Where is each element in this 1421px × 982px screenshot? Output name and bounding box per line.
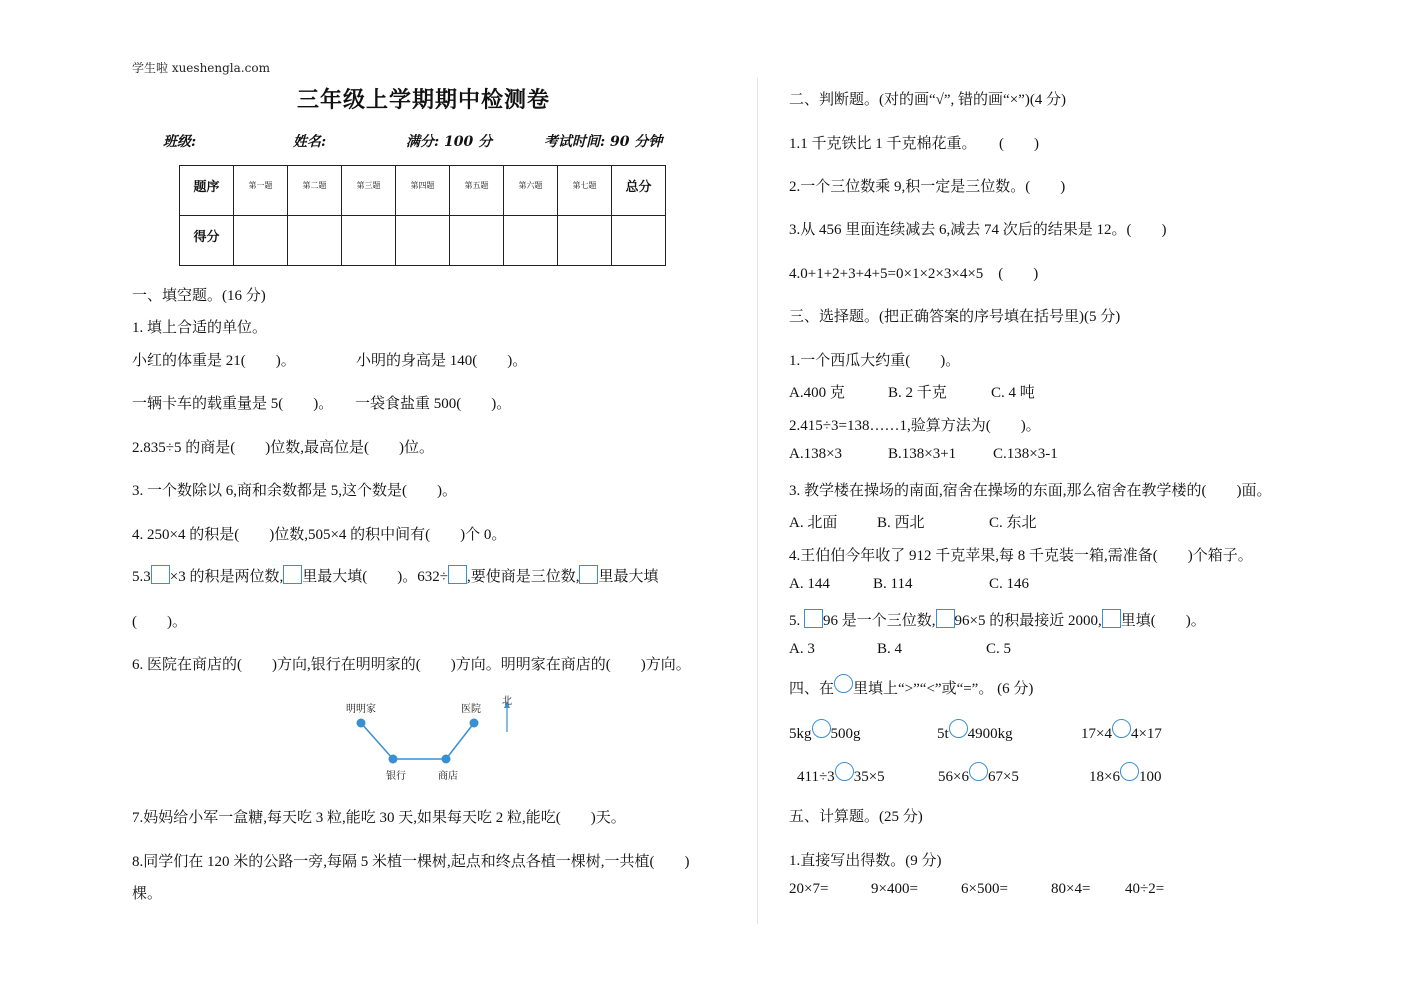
compare-left: 411÷3 (797, 769, 835, 785)
compare-circle-icon[interactable] (969, 762, 988, 781)
question-col-1: 第一题 (248, 181, 273, 190)
choice-4-option-c: C. 146 (989, 576, 1030, 592)
question-1c: 一辆卡车的载重量是 5( )。 (132, 396, 334, 412)
calc-item-5: 40÷2= (1125, 881, 1165, 897)
calc-item-1: 20×7= (789, 881, 829, 897)
calc-item-4: 80×4= (1051, 881, 1091, 897)
compare-right: 100 (1138, 769, 1162, 785)
answer-box-icon (448, 565, 467, 584)
choice-5-part4: 里填( )。 (1120, 613, 1206, 629)
judge-4: 4.0+1+2+3+4+5=0×1×2×3×4×5 ( ) (789, 266, 1039, 282)
map-route-home-bank (361, 723, 393, 759)
choice-1-option-a: A.400 克 (789, 385, 845, 401)
map-point-bank (389, 755, 398, 764)
full-score: 满分: 100 分 (406, 134, 493, 150)
answer-box-icon (936, 609, 955, 628)
section-compare-title (789, 674, 1033, 698)
map-label-north: 北 (502, 696, 512, 707)
choice-1: 1.一个西瓜大约重( )。 (789, 353, 961, 369)
score-table (179, 165, 666, 266)
judge-3: 3.从 456 里面连续减去 6,减去 74 次后的结果是 12。( ) (789, 222, 1167, 238)
compare-right: 67×5 (987, 769, 1019, 785)
compare-left: 5t (937, 726, 949, 742)
question-col-4: 第四题 (410, 181, 435, 190)
total-label: 总分 (625, 180, 652, 195)
compare-item-5 (938, 762, 1019, 786)
choice-3-option-b: B. 西北 (877, 515, 925, 531)
score-cell[interactable] (504, 216, 558, 266)
score-cell[interactable] (450, 216, 504, 266)
compare-item-4 (797, 762, 885, 786)
compare-left: 5kg (789, 726, 812, 742)
section-compare-part1: 四、在 (789, 681, 835, 697)
choice-1-option-b: B. 2 千克 (888, 385, 947, 401)
score-cell[interactable] (342, 216, 396, 266)
choice-2-option-c: C.138×3-1 (993, 446, 1058, 462)
question-4: 4. 250×4 的积是( )位数,505×4 的积中间有( )个 0。 (132, 527, 507, 543)
score-cell[interactable] (612, 216, 666, 266)
choice-3-option-a: A. 北面 (789, 515, 838, 531)
calc-item-2: 9×400= (871, 881, 918, 897)
brand-watermark: 学生啦 xueshengla.com (132, 61, 270, 75)
map-route-shop-hospital (446, 723, 474, 759)
question-5-part3: 里最大填( )。632÷ (302, 569, 448, 585)
question-8-continued: 棵。 (132, 886, 163, 902)
choice-5-option-b: B. 4 (877, 641, 903, 657)
choice-2-option-b: B.138×3+1 (888, 446, 957, 462)
choice-5 (789, 609, 1206, 630)
map-label-home: 明明家 (346, 704, 376, 715)
compare-circle-icon[interactable] (835, 762, 854, 781)
choice-3-option-c: C. 东北 (989, 515, 1037, 531)
question-order-label: 题序 (193, 180, 220, 195)
compare-left: 17×4 (1081, 726, 1112, 742)
judge-2: 2.一个三位数乘 9,积一定是三位数。( ) (789, 179, 1066, 195)
question-1: 1. 填上合适的单位。 (132, 320, 268, 336)
section-fill-blank-title: 一、填空题。(16 分) (132, 288, 266, 304)
page-title: 三年级上学期期中检测卷 (297, 87, 551, 113)
score-label: 得分 (193, 230, 220, 245)
compare-item-1 (789, 719, 861, 743)
score-cell[interactable] (234, 216, 288, 266)
score-cell[interactable] (288, 216, 342, 266)
name-label: 姓名: (293, 134, 327, 150)
compare-left: 18×6 (1089, 769, 1120, 785)
direction-map (340, 690, 530, 785)
choice-2: 2.415÷3=138……1,验算方法为( )。 (789, 418, 1041, 434)
map-point-hospital (470, 719, 479, 728)
choice-5-option-a: A. 3 (789, 641, 815, 657)
compare-circle-icon[interactable] (812, 719, 831, 738)
compare-right: 4900kg (967, 726, 1013, 742)
choice-4-option-b: B. 114 (873, 576, 913, 592)
question-1a: 小红的体重是 21( )。 (132, 353, 296, 369)
question-col-3: 第三题 (356, 181, 381, 190)
question-7: 7.妈妈给小军一盒糖,每天吃 3 粒,能吃 30 天,如果每天吃 2 粒,能吃( )天。 (132, 810, 626, 826)
choice-5-option-c: C. 5 (986, 641, 1012, 657)
choice-5-part3: 96×5 的积最接近 2000, (954, 613, 1102, 629)
judge-1: 1.1 千克铁比 1 千克棉花重。 ( ) (789, 136, 1039, 152)
map-point-shop (442, 755, 451, 764)
compare-right: 500g (830, 726, 861, 742)
question-5-part2: ×3 的积是两位数, (169, 569, 284, 585)
answer-box-icon (283, 565, 302, 584)
compare-right: 35×5 (853, 769, 885, 785)
answer-box-icon (151, 565, 170, 584)
answer-box-icon (804, 609, 823, 628)
question-5-part5: 里最大填 (598, 569, 659, 585)
compare-circle-icon[interactable] (1112, 719, 1131, 738)
question-5-continued: ( )。 (132, 614, 187, 630)
question-5-part4: ,要使商是三位数, (466, 569, 580, 585)
question-3: 3. 一个数除以 6,商和余数都是 5,这个数是( )。 (132, 483, 457, 499)
question-8: 8.同学们在 120 米的公路一旁,每隔 5 米植一棵树,起点和终点各植一棵树,一共植( ) (132, 854, 690, 870)
choice-4-option-a: A. 144 (789, 576, 830, 592)
compare-left: 56×6 (938, 769, 969, 785)
section-judge-title: 二、判断题。(对的画“√”, 错的画“×”)(4 分) (789, 92, 1067, 108)
question-5 (132, 565, 658, 586)
map-label-shop: 商店 (438, 771, 458, 782)
question-6: 6. 医院在商店的( )方向,银行在明明家的( )方向。明明家在商店的( )方向。 (132, 657, 691, 673)
score-table-score-row (180, 216, 666, 266)
answer-box-icon (1102, 609, 1121, 628)
choice-5-part2: 96 是一个三位数, (823, 613, 936, 629)
choice-3: 3. 教学楼在操场的南面,宿舍在操场的东面,那么宿舍在教学楼的( )面。 (789, 483, 1272, 499)
column-divider (757, 78, 758, 924)
question-2: 2.835÷5 的商是( )位数,最高位是( )位。 (132, 440, 434, 456)
class-label: 班级: (163, 134, 197, 150)
compare-circle-icon (834, 674, 853, 693)
compare-right: 4×17 (1130, 726, 1162, 742)
compare-item-2 (937, 719, 1013, 743)
question-col-6: 第六题 (518, 181, 543, 190)
section-compare-part2: 里填上“>”“<”或“=”。 (6 分) (853, 681, 1034, 697)
question-col-5: 第五题 (464, 181, 489, 190)
score-cell[interactable] (396, 216, 450, 266)
calc-subtitle: 1.直接写出得数。(9 分) (789, 853, 942, 869)
map-label-hospital: 医院 (461, 704, 481, 715)
compare-item-3 (1081, 719, 1162, 743)
compare-item-6 (1089, 762, 1161, 786)
map-point-home (357, 719, 366, 728)
score-table-header-row (180, 166, 666, 216)
question-5-part1: 5.3 (132, 569, 151, 585)
question-1b: 小明的身高是 140( )。 (356, 353, 528, 369)
choice-1-option-c: C. 4 吨 (991, 385, 1035, 401)
question-col-2: 第二题 (302, 181, 327, 190)
calc-item-3: 6×500= (961, 881, 1008, 897)
choice-4: 4.王伯伯今年收了 912 千克苹果,每 8 千克装一箱,需准备( )个箱子。 (789, 548, 1253, 564)
question-1d: 一袋食盐重 500( )。 (355, 396, 512, 412)
score-cell[interactable] (558, 216, 612, 266)
section-calc-title: 五、计算题。(25 分) (789, 809, 923, 825)
compare-circle-icon[interactable] (1120, 762, 1139, 781)
compare-circle-icon[interactable] (949, 719, 968, 738)
question-col-7: 第七题 (572, 181, 597, 190)
answer-box-icon (579, 565, 598, 584)
choice-5-part1: 5. (789, 613, 801, 629)
exam-time: 考试时间: 90 分钟 (544, 134, 663, 150)
map-label-bank: 银行 (386, 771, 406, 782)
section-choice-title: 三、选择题。(把正确答案的序号填在括号里)(5 分) (789, 309, 1121, 325)
choice-2-option-a: A.138×3 (789, 446, 843, 462)
